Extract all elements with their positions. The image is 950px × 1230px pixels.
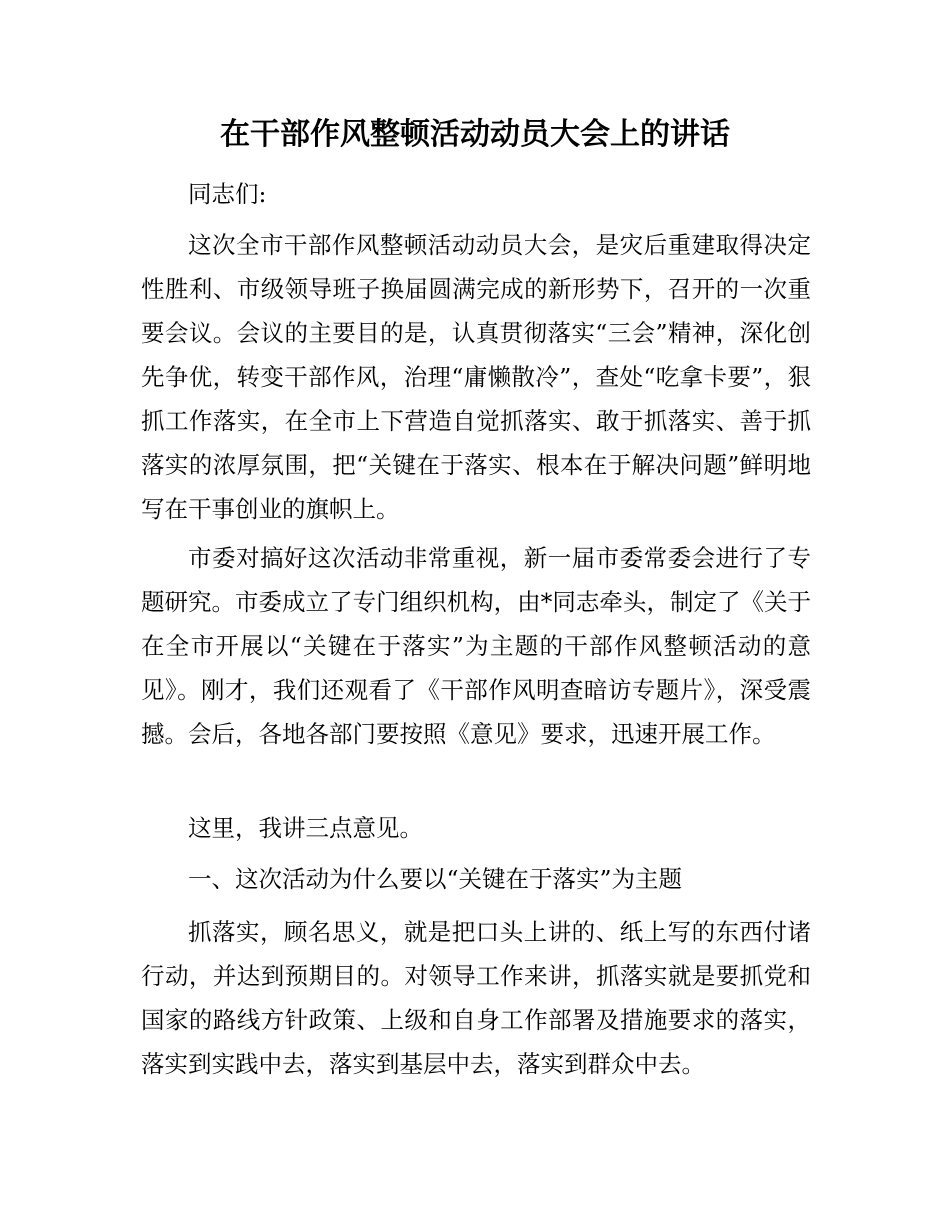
paragraph-intro: 这次全市干部作风整顿活动动员大会，是灾后重建取得决定性胜利、市级领导班子换届圆满完成的新形势下，召开的一次重要会议。会议的主要目的是，认真贯彻落实“三会”精神，深化创先争优，转变干部作风，治理“庸懒散冷”，查处“吃拿卡要”，狠抓工作落实，在全市上下营造自觉抓落实、敢于抓落实、善于抓落实的浓厚氛围，把“关键在于落实、根本在于解决问题”鲜明地写在干事创业的旗帜上。: [141, 231, 811, 523]
salutation: 同志们:: [188, 180, 267, 208]
document-title: 在干部作风整顿活动动员大会上的讲话: [220, 117, 730, 152]
paragraph-committee: 市委对搞好这次活动非常重视，新一届市委常委会进行了专题研究。市委成立了专门组织机构，由*同志牵头，制定了《关于在全市开展以“关键在于落实”为主题的干部作风整顿活动的意见》。刚才，我们还观看了《干部作风明查暗访专题片》，深受震撼。会后，各地各部门要按照《意见》要求，迅速开展工作。: [141, 544, 811, 748]
section-heading-1: 一、这次活动为什么要以“关键在于落实”为主题: [188, 865, 683, 893]
paragraph-implementation: 抓落实，顾名思义，就是把口头上讲的、纸上写的东西付诸行动，并达到预期目的。对领导工作来讲，抓落实就是要抓党和国家的路线方针政策、上级和自身工作部署及措施要求的落实，落实到实践中去，落实到基层中去，落实到群众中去。: [141, 918, 811, 1078]
paragraph-three-points: 这里，我讲三点意见。: [188, 814, 423, 842]
